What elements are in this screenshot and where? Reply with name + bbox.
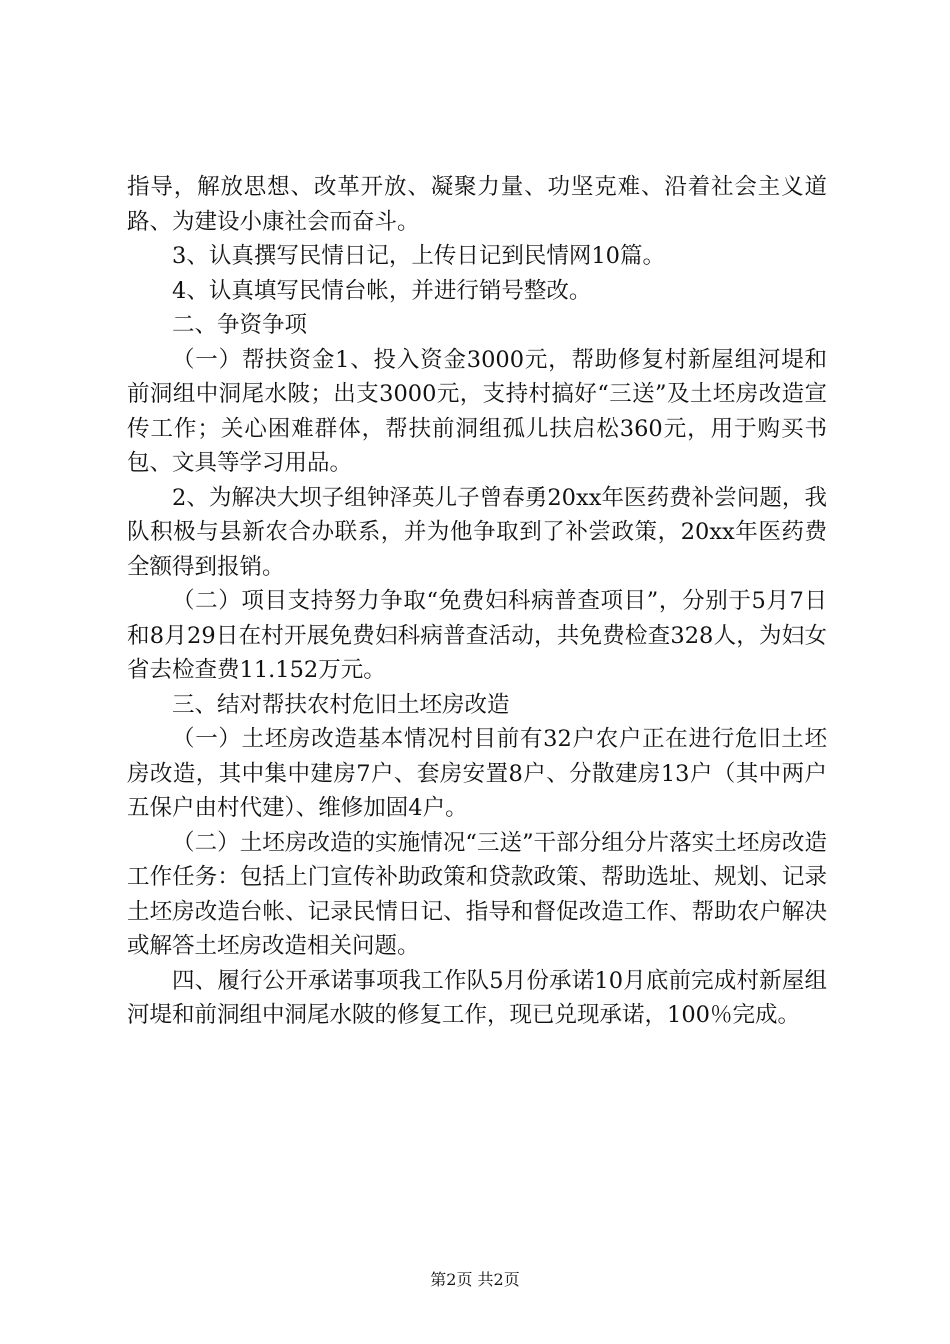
- section-heading-2: 二、争资争项: [172, 312, 308, 338]
- paragraph-6: 2、为解决大坝子组钟泽英儿子曾春勇20xx年医药费补尝问题，我队积极与县新农合办联系，并为他争取到了补尝政策，20xx年医药费全额得到报销。: [127, 484, 827, 580]
- section-heading-3: 三、结对帮扶农村危旧土坯房改造: [172, 691, 510, 718]
- paragraph-7: （二）项目支持努力争取“免费妇科病普查项目”，分别于5月7日和8月29日在村开展免费妇科病普查活动，共免费检查328人，为妇女省去检查费11.152万元。: [127, 588, 827, 683]
- paragraph-10: （二）土坯房改造的实施情况“三送”干部分组分片落实土坯房改造工作任务：包括上门宣传补助政策和贷款政策、帮助选址、规划、记录土坯房改造台帐、记录民情日记、指导和督促改造工作、帮助农户解决或解答土坯房改造相关问题。: [127, 829, 827, 959]
- paragraph-1: 指导，解放思想、改革开放、凝聚力量、功坚克难、沿着社会主义道路、为建设小康社会而奋斗。: [127, 174, 827, 235]
- paragraph-9: （一）土坯房改造基本情况村目前有32户农户正在进行危旧土坯房改造，其中集中建房7户、套房安置8户、分散建房13户（其中两户五保户由村代建）、维修加固4户。: [127, 726, 827, 821]
- paragraph-11: 四、履行公开承诺事项我工作队5月份承诺10月底前完成村新屋组河堤和前洞组中洞尾水陂的修复工作，现已兑现承诺，100％完成。: [127, 967, 827, 1028]
- paragraph-3: 4、认真填写民情台帐，并进行销号整改。: [172, 277, 592, 304]
- document-body: [127, 170, 827, 1033]
- paragraph-2: 3、认真撰写民情日记，上传日记到民情网10篇。: [172, 243, 665, 269]
- page-footer: 第2页 共2页: [430, 1270, 520, 1289]
- paragraph-5: （一）帮扶资金1、投入资金3000元，帮助修复村新屋组河堤和前洞组中洞尾水陂；出支3000元，支持村搞好“三送”及土坯房改造宣传工作；关心困难群体，帮扶前洞组孤儿扶启松360元，用于购买书包、文具等学习用品。: [127, 346, 827, 476]
